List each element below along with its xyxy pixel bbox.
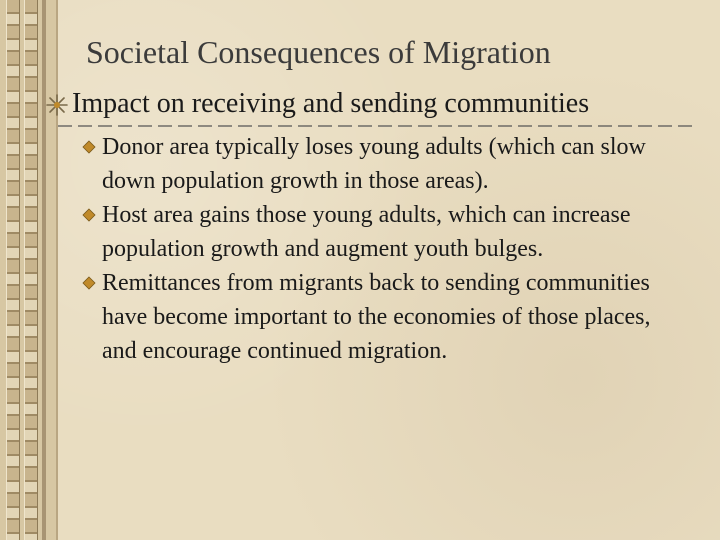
star-bullet-icon [46,94,68,116]
level1-bullet [46,88,589,120]
list-item [82,266,682,368]
binding-edge [42,0,46,540]
diamond-bullet-icon [82,276,96,290]
bullet-list [82,130,682,368]
list-item [82,198,682,266]
binding-column-left [6,0,20,540]
slide-title: Societal Consequences of Migration [86,34,551,70]
diamond-bullet-icon [82,208,96,222]
diamond-bullet-icon [82,140,96,154]
level1-text: Impact on receiving and sending communities [72,88,590,119]
list-item [82,130,682,198]
binding-strip [0,0,58,540]
list-item-text: Remittances from migrants back to sending communities have become important to the economies of those places, and encourage continued migration. [102,270,651,364]
list-item-text: Donor area typically loses young adults (which can slow down population growth in those areas). [102,134,646,194]
binding-column-right [24,0,38,540]
list-item-text: Host area gains those young adults, which can increase population growth and augment youth bulges. [102,202,631,262]
